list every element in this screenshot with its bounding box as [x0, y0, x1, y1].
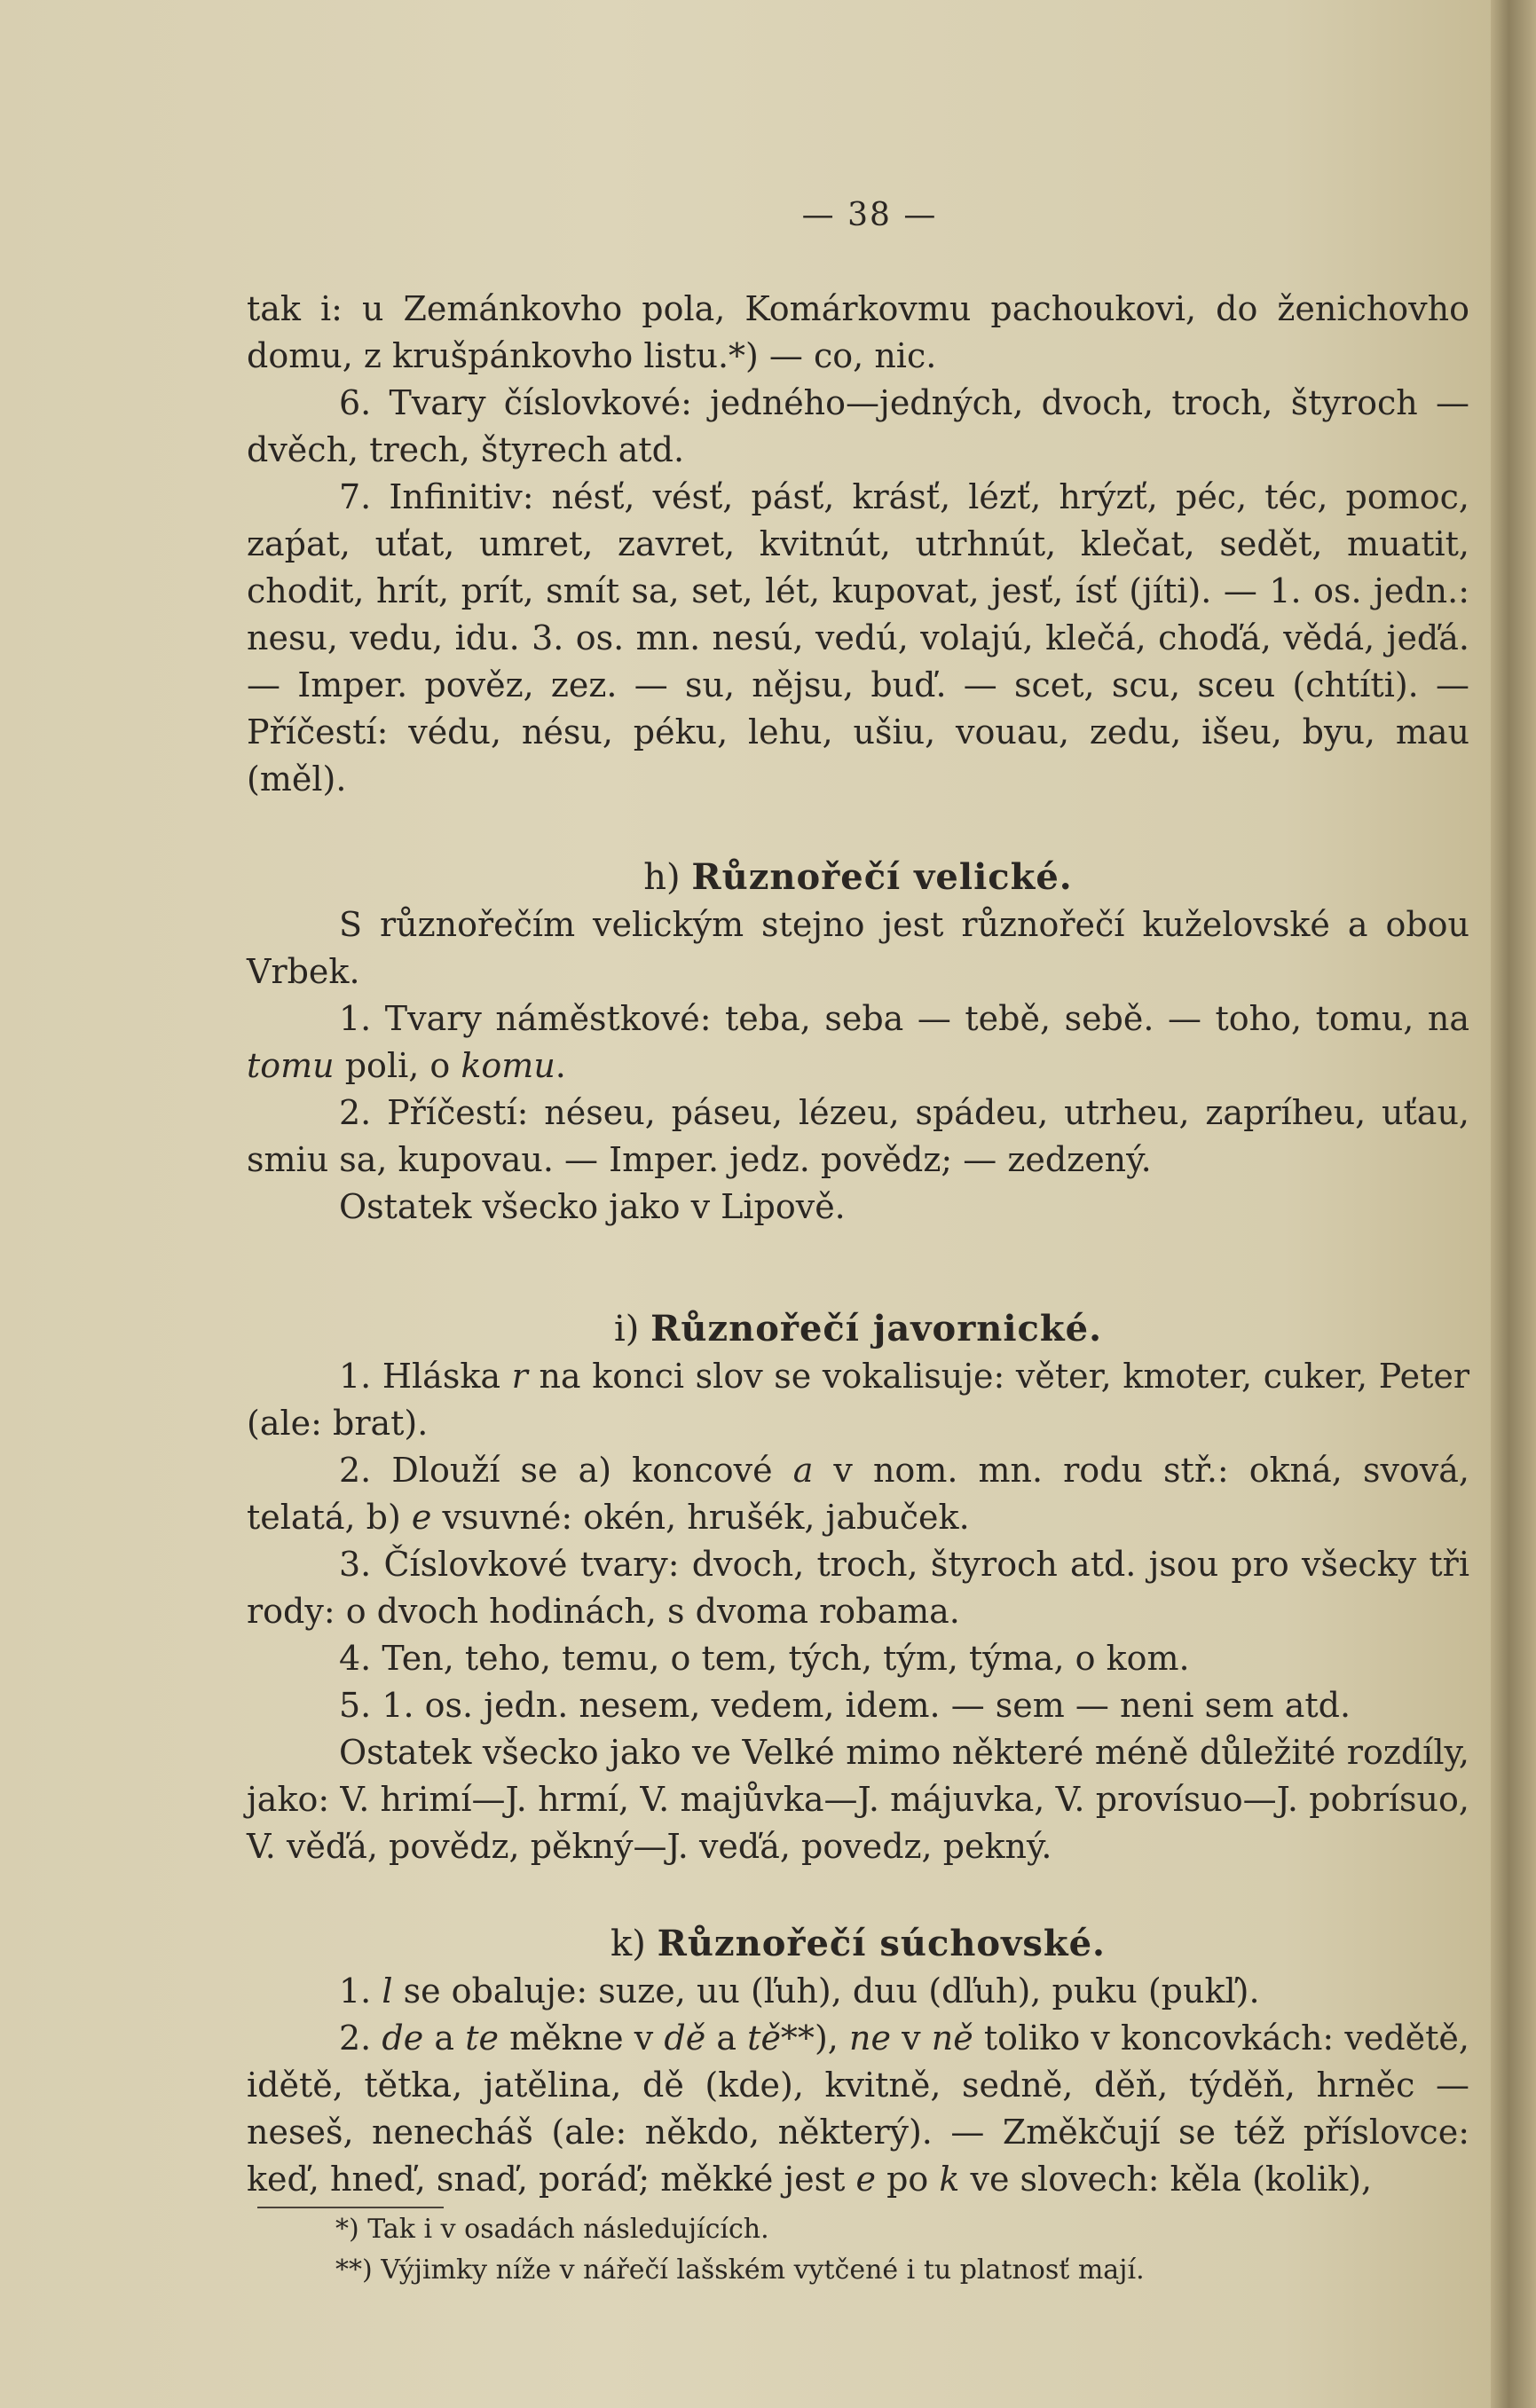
- section-heading-k: [247, 1920, 1469, 1968]
- paragraph: 5. 1. os. jedn. nesem, vedem, idem. — sem — neni sem atd.: [339, 1686, 1351, 1725]
- paragraph: 3. Číslovkové tvary: dvoch, troch, štyroch atd. jsou pro všecky tři rody: o dvoch hodinách, s dvoma robama.: [247, 1545, 1469, 1631]
- section-heading-i: [247, 1305, 1469, 1353]
- paragraph: 4. Ten, teho, temu, o tem, tých, tým, týma, o kom.: [339, 1639, 1190, 1678]
- paragraph: 1. Hláska r na konci slov se vokalisuje: věter, kmoter, cuker, Peter (ale: brat).: [247, 1357, 1469, 1443]
- paragraph: 1. Tvary náměstkové: teba, seba — tebě, sebě. — toho, tomu, na tomu poli, o komu.: [247, 999, 1469, 1085]
- heading-label: h): [643, 857, 681, 898]
- paragraph: 1. l se obaluje: suze, uu (ľuh), duu (dľuh), puku (pukľ).: [339, 1971, 1260, 2011]
- paragraph: 7. Infinitiv: nésť, vésť, pásť, krásť, lézť, hrýzť, péc, téc, pomoc, zaṕat, uťat, umret, zavret, kvitnút, utrhnút, klečat, sedět, muatit, chodit, hrít, prít, smít sa, set, lét, kupovat, jesť, ísť (jíti). — 1. os. jedn.: nesu, vedu, idu. 3. os. mn. nesú, vedú, volajú, klečá, choďá, vědá, jeďá. — Imper. pověz, zez. — su, nějsu, buď. — scet, scu, sceu (chtíti). — Příčestí: védu, nésu, péku, lehu, ušiu, vouau, zedu, išeu, byu, mau (měl).: [247, 477, 1469, 799]
- book-spine-shadow: [1491, 0, 1536, 2408]
- footnote-rule: [257, 2207, 444, 2208]
- footnotes: [335, 2209, 1445, 2291]
- heading-title: Různořečí súchovské.: [657, 1923, 1106, 1964]
- paragraph: Ostatek všecko jako ve Velké mimo některé méně důležité rozdíly, jako: V. hrimí—J. hrmí, V. majůvka—J. májuvka, V. provísuo—J. pobrísuo, V. věďá, povědz, pěkný—J. veďá, povedz, pekný.: [247, 1733, 1469, 1866]
- paragraph: tak i: u Zemánkovho pola, Komárkovmu pachoukovi, do ženichovho domu, z krušpánkovho listu.*) — co, nic.: [247, 289, 1469, 375]
- heading-title: Různořečí velické.: [691, 856, 1073, 898]
- paragraph: 2. Příčestí: néseu, páseu, lézeu, spádeu, utrheu, zapríheu, uťau, smiu sa, kupovau. — Imper. jedz. povědz; — zedzený.: [247, 1093, 1469, 1179]
- heading-label: k): [610, 1924, 646, 1964]
- paragraph: Ostatek všecko jako v Lipově.: [339, 1187, 846, 1226]
- footnote: *) Tak i v osadách následujících.: [335, 2214, 769, 2245]
- section-heading-h: [247, 854, 1469, 901]
- footnote: **) Výjimky níže v nářečí lašském vytčené i tu platnosť mají.: [335, 2255, 1145, 2286]
- paragraph: 2. de a te měkne v dě a tě**), ne v ně toliko v koncovkách: vedětě, idětě, tětka, jatělina, dě (kde), kvitně, sedně, děň, týděň, hrněc — neseš, nenecháš (ale: někdo, některý). — Změkčují se též příslovce: keď, hneď, snaď, poráď; měkké jest e po k ve slovech: kěla (kolik),: [247, 2018, 1469, 2199]
- heading-title: Různořečí javornické.: [650, 1308, 1103, 1350]
- paragraph: 2. Dlouží se a) koncové a v nom. mn. rodu stř.: okná, svová, telatá, b) e vsuvné: okén, hrušék, jabuček.: [247, 1451, 1469, 1537]
- paragraph: S různořečím velickým stejno jest různořečí kuželovské a obou Vrbek.: [247, 905, 1469, 991]
- heading-label: i): [613, 1309, 640, 1350]
- page-number: — 38 —: [801, 197, 938, 233]
- body-text: [247, 286, 1469, 2203]
- paragraph: 6. Tvary číslovkové: jedného—jedných, dvoch, troch, štyroch — dvěch, trech, štyrech atd.: [247, 383, 1469, 469]
